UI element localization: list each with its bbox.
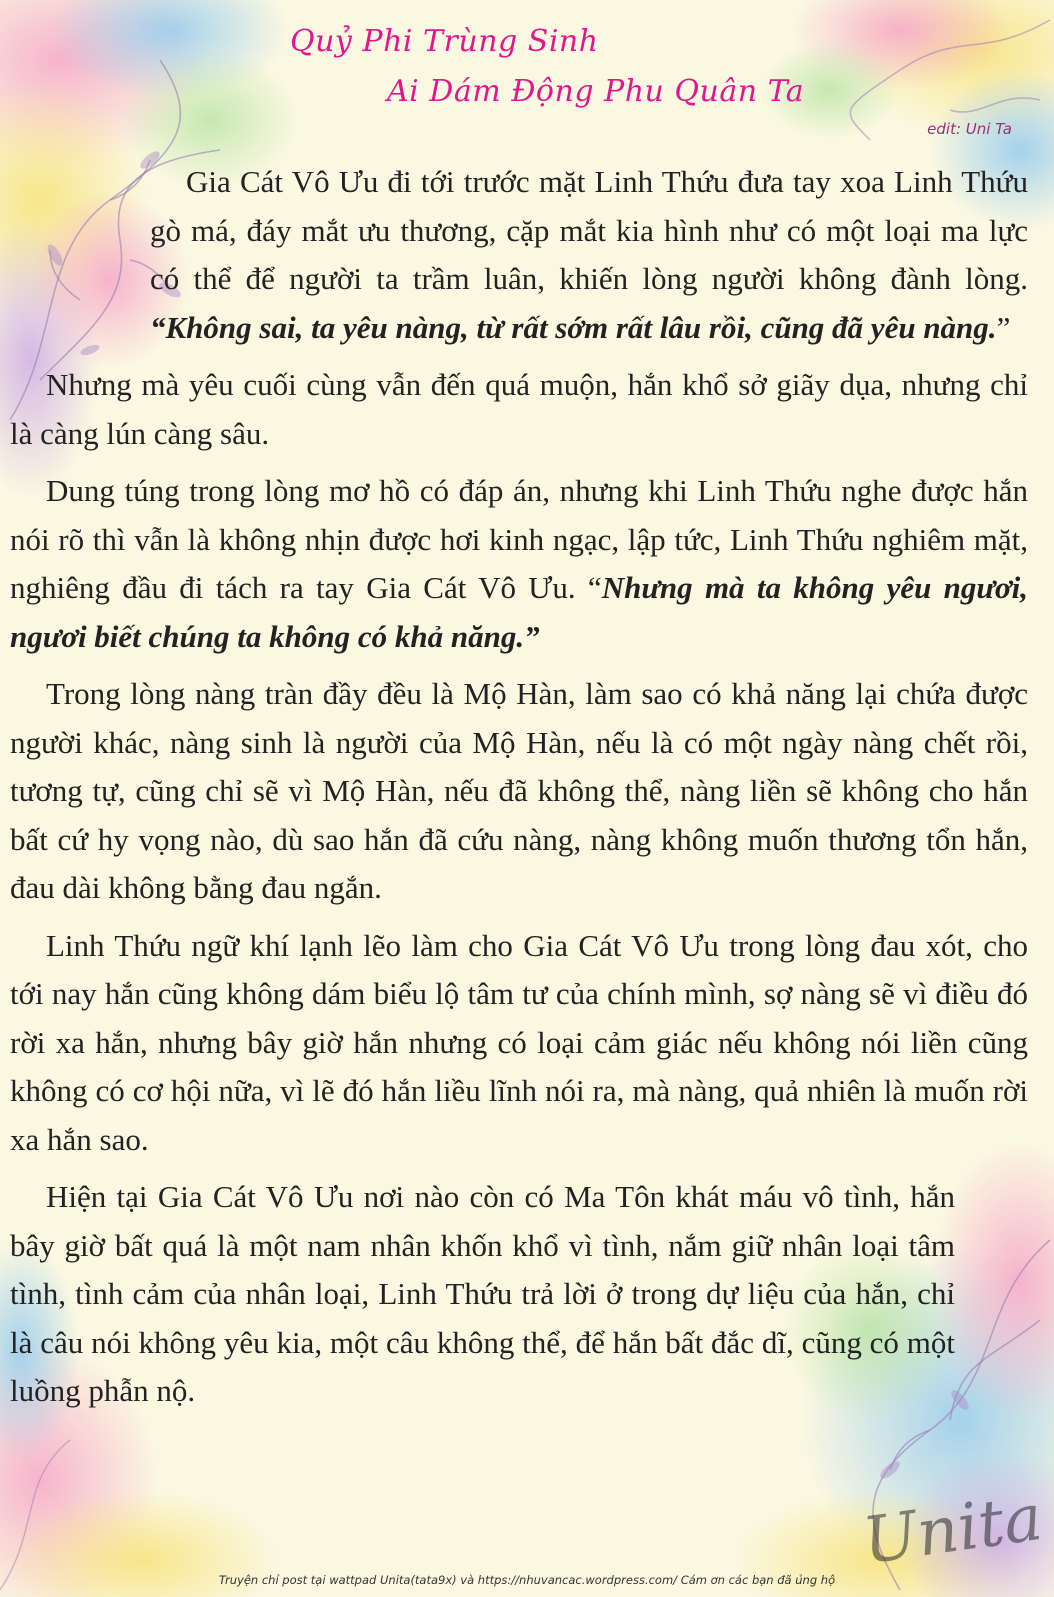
paragraph-1-end: ” <box>996 309 1011 345</box>
paragraph-3 <box>10 467 1028 661</box>
paragraph-3-text: Dung túng trong lòng mơ hồ có đáp án, nhưng khi Linh Thứu nghe được hắn nói rõ thì vẫn là không nhịn được hơi kinh ngạc, lập tức, Linh Thứu nghiêm mặt, nghiêng đầu đi tách ra tay Gia Cát Vô Ưu. “ <box>10 473 1028 605</box>
paragraph-6-text: Hiện tại Gia Cát Vô Ưu nơi nào còn có Ma Tôn khát máu vô tình, hắn bây giờ bất quá là một nam nhân khốn khổ vì tình, nắm giữ nhân loại tâm tình, tình cảm của nhân loại, Linh Thứu trả lời ở trong dự liệu của hắn, chỉ là câu nói không yêu kia, một câu không thể, để hắn bất đắc dĩ, cũng có một luồng phẫn nộ. <box>10 1179 955 1408</box>
paragraph-2 <box>10 361 1028 458</box>
paragraph-3-quote: Nhưng mà ta không yêu ngươi, ngươi biết chúng ta không có khả năng.” <box>10 570 1028 654</box>
paragraph-1-text: Gia Cát Vô Ưu đi tới trước mặt Linh Thứu đưa tay xoa Linh Thứu gò má, đáy mắt ưu thương, cặp mắt kia hình như có một loại ma lực có thể để người ta trầm luân, khiến lòng người không đành lòng. <box>150 164 1028 296</box>
editor-credit: edit: Uni Ta <box>927 120 1012 138</box>
paragraph-4 <box>10 670 1028 913</box>
paragraph-2-text: Nhưng mà yêu cuối cùng vẫn đến quá muộn, hắn khổ sở giãy dụa, nhưng chỉ là càng lún càng sâu. <box>10 367 1028 451</box>
paragraph-5-text: Linh Thứu ngữ khí lạnh lẽo làm cho Gia Cát Vô Ưu trong lòng đau xót, cho tới nay hắn cũng không dám biểu lộ tâm tư của chính mình, sợ nàng sẽ vì điều đó rời xa hắn, nhưng bây giờ hắn nhưng có loại cảm giác nếu không nói liền cũng không có cơ hội nữa, vì lẽ đó hắn liều lĩnh nói ra, mà nàng, quả nhiên là muốn rời xa hắn sao. <box>10 927 1028 1157</box>
signature-watermark: Unita <box>858 1480 1047 1580</box>
story-text <box>10 158 1028 1416</box>
paragraph-4-text: Trong lòng nàng tràn đầy đều là Mộ Hàn, làm sao có khả năng lại chứa được người khác, nàng sinh là người của Mộ Hàn, nếu là có một ngày nàng chết rồi, tương tự, cũng chỉ sẽ vì Mộ Hàn, nếu đã không thể, nàng liền sẽ không cho hắn bất cứ hy vọng nào, dù sao hắn đã cứu nàng, nàng không muốn thương tổn hắn, đau dài không bằng đau ngắn. <box>10 676 1028 905</box>
paragraph-6 <box>10 1173 955 1416</box>
story-title-line2: Ai Dám Động Phu Quân Ta <box>387 74 805 109</box>
paragraph-1-quote: “Không sai, ta yêu nàng, từ rất sớm rất lâu rồi, cũng đã yêu nàng. <box>150 309 997 345</box>
paragraph-1 <box>10 158 1028 352</box>
footer-note: Truyện chỉ post tại wattpad Unita(tata9x) và https://nhuvancac.wordpress.com/ Cám ơn các bạn đã ủng hộ <box>218 1573 836 1587</box>
paragraph-5 <box>10 922 1028 1165</box>
story-title-line1: Quỷ Phi Trùng Sinh <box>290 24 599 59</box>
